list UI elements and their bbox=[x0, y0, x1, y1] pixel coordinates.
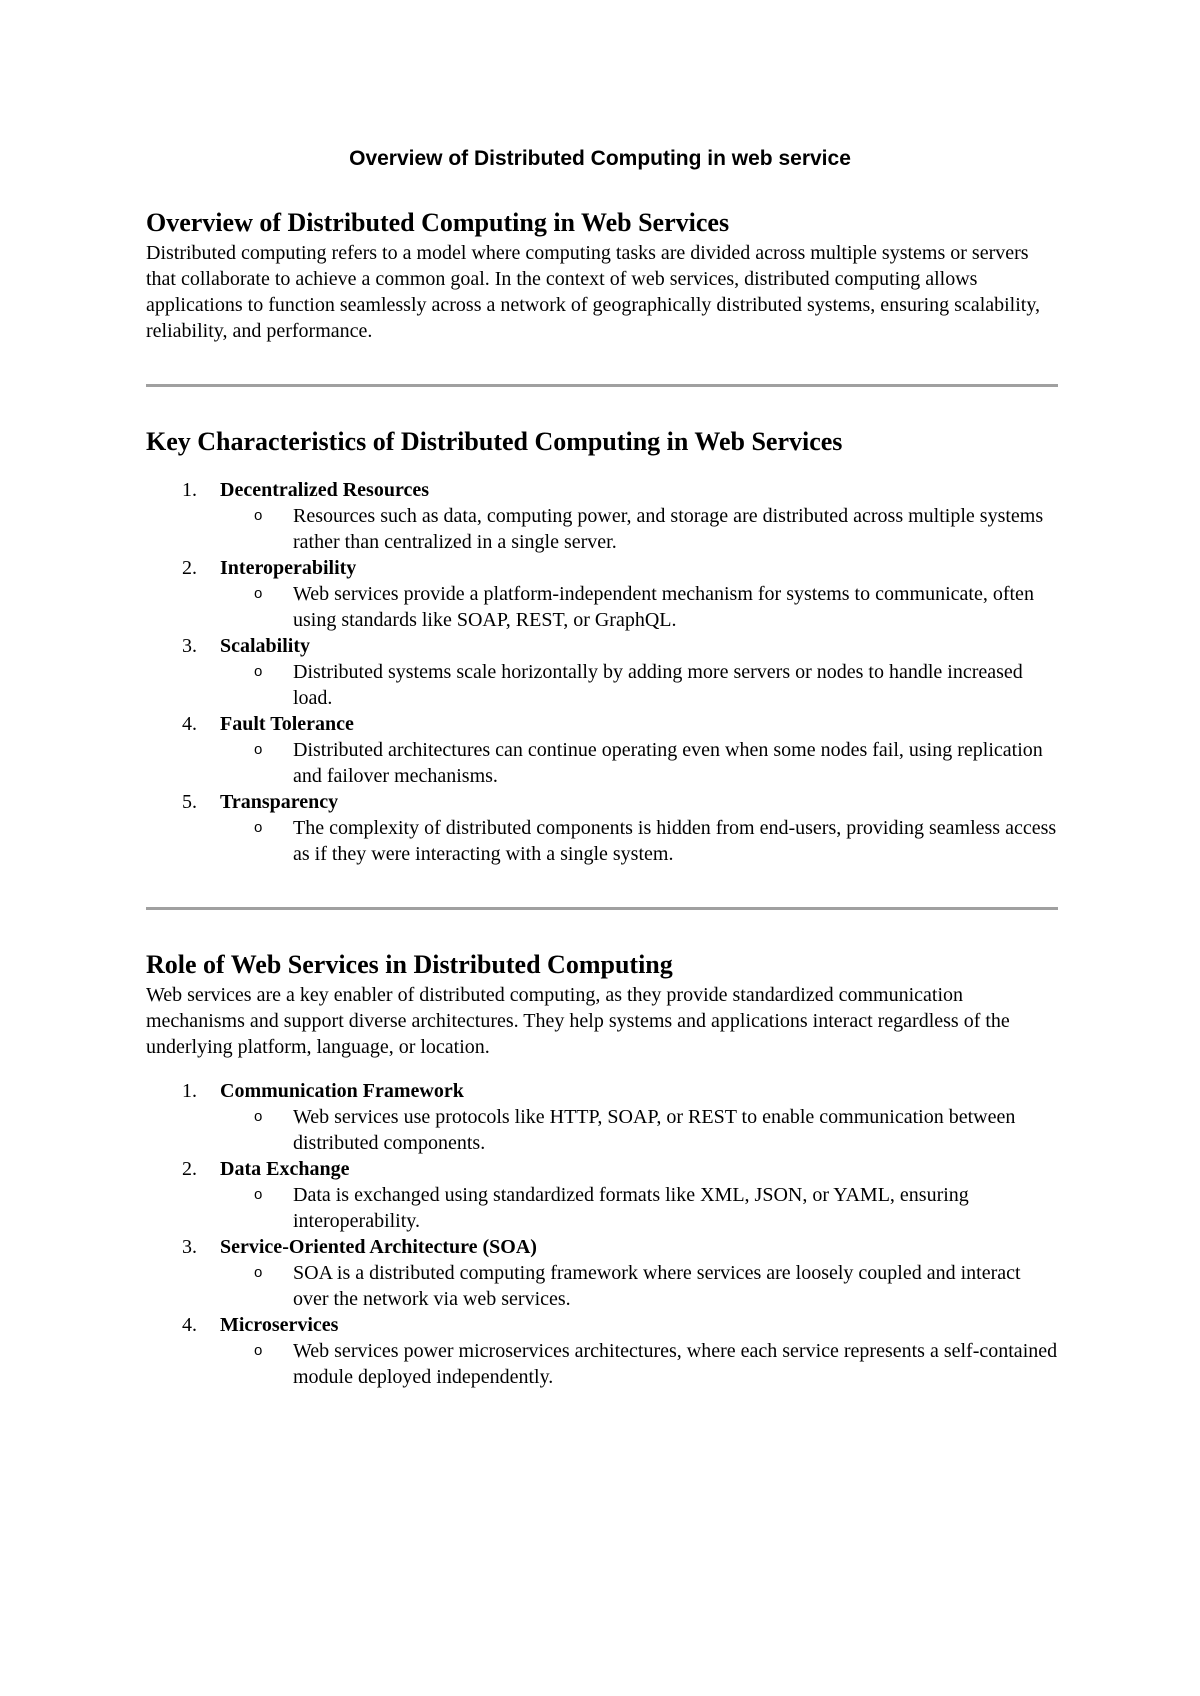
bullet-icon: o bbox=[254, 1186, 263, 1203]
bullet-icon: o bbox=[254, 507, 263, 524]
sub-list-item bbox=[220, 581, 1058, 633]
list-item-number: 3. bbox=[182, 635, 197, 657]
sub-list-item bbox=[220, 737, 1058, 789]
list-item bbox=[146, 1078, 1058, 1156]
bullet-icon: o bbox=[254, 819, 263, 836]
horizontal-rule-2 bbox=[146, 907, 1058, 910]
sub-list bbox=[220, 737, 1058, 789]
sub-list-item bbox=[220, 659, 1058, 711]
list-item bbox=[146, 1312, 1058, 1390]
list-item-title: Fault Tolerance bbox=[220, 713, 354, 735]
sub-list bbox=[220, 815, 1058, 867]
list-item-title: Transparency bbox=[220, 791, 339, 813]
sub-list-item-text: SOA is a distributed computing framework where services are loosely coupled and interact over the network via web services. bbox=[293, 1262, 1021, 1310]
list-item-title: Decentralized Resources bbox=[220, 479, 430, 501]
bullet-icon: o bbox=[254, 663, 263, 680]
list-item-number: 4. bbox=[182, 1314, 197, 1336]
horizontal-rule-1 bbox=[146, 384, 1058, 387]
section-characteristics-heading: Key Characteristics of Distributed Computing in Web Services bbox=[146, 427, 843, 456]
list-item-number: 1. bbox=[182, 479, 197, 501]
list-item-number: 2. bbox=[182, 557, 197, 579]
sub-list bbox=[220, 581, 1058, 633]
sub-list-item-text: The complexity of distributed components is hidden from end-users, providing seamless access as if they were interacting with a single system. bbox=[293, 817, 1057, 865]
section-overview-heading: Overview of Distributed Computing in Web Services bbox=[146, 208, 730, 237]
sub-list bbox=[220, 1338, 1058, 1390]
list-item-number: 4. bbox=[182, 713, 197, 735]
list-item-title: Scalability bbox=[220, 635, 311, 657]
list-item-number: 3. bbox=[182, 1236, 197, 1258]
list-item-title: Microservices bbox=[220, 1314, 339, 1336]
bullet-icon: o bbox=[254, 1264, 263, 1281]
sub-list-item bbox=[220, 503, 1058, 555]
bullet-icon: o bbox=[254, 585, 263, 602]
sub-list-item-text: Data is exchanged using standardized formats like XML, JSON, or YAML, ensuring interoperability. bbox=[293, 1184, 969, 1232]
sub-list-item bbox=[220, 1104, 1058, 1156]
section-role-heading: Role of Web Services in Distributed Computing bbox=[146, 950, 673, 979]
sub-list-item-text: Web services provide a platform-independent mechanism for systems to communicate, often using standards like SOAP, REST, or GraphQL. bbox=[293, 583, 1034, 631]
page-header-title: Overview of Distributed Computing in web service bbox=[349, 147, 851, 170]
list-item bbox=[146, 1156, 1058, 1234]
list-item-number: 1. bbox=[182, 1080, 197, 1102]
list-item bbox=[146, 711, 1058, 789]
characteristics-list bbox=[146, 477, 1058, 867]
list-item-title: Interoperability bbox=[220, 557, 357, 579]
list-item bbox=[146, 633, 1058, 711]
document-body bbox=[146, 206, 1058, 1390]
section-role-paragraph: Web services are a key enabler of distributed computing, as they provide standardized communication mechanisms and support diverse architectures. They help systems and applications interact regardless of the underlying platform, language, or location. bbox=[146, 984, 1010, 1058]
sub-list-item-text: Resources such as data, computing power, and storage are distributed across multiple systems rather than centralized in a single server. bbox=[293, 505, 1044, 553]
sub-list-item-text: Web services power microservices architectures, where each service represents a self-contained module deployed independently. bbox=[293, 1340, 1058, 1388]
sub-list-item-text: Web services use protocols like HTTP, SOAP, or REST to enable communication between distributed components. bbox=[293, 1106, 1016, 1154]
list-item-title: Communication Framework bbox=[220, 1080, 464, 1102]
sub-list-item-text: Distributed architectures can continue operating even when some nodes fail, using replication and failover mechanisms. bbox=[293, 739, 1043, 787]
sub-list bbox=[220, 503, 1058, 555]
list-item bbox=[146, 1234, 1058, 1312]
list-item bbox=[146, 477, 1058, 555]
bullet-icon: o bbox=[254, 1342, 263, 1359]
sub-list-item-text: Distributed systems scale horizontally by adding more servers or nodes to handle increased load. bbox=[293, 661, 1023, 709]
sub-list bbox=[220, 1104, 1058, 1156]
list-item-title: Service-Oriented Architecture (SOA) bbox=[220, 1236, 537, 1258]
sub-list bbox=[220, 659, 1058, 711]
list-item-number: 2. bbox=[182, 1158, 197, 1180]
list-item-number: 5. bbox=[182, 791, 197, 813]
sub-list-item bbox=[220, 815, 1058, 867]
bullet-icon: o bbox=[254, 1108, 263, 1125]
list-item bbox=[146, 555, 1058, 633]
list-item-title: Data Exchange bbox=[220, 1158, 350, 1180]
section-overview-paragraph: Distributed computing refers to a model where computing tasks are divided across multiple systems or servers that collaborate to achieve a common goal. In the context of web services, distributed computing allows applications to function seamlessly across a network of geographically distributed systems, ensuring scalability, reliability, and performance. bbox=[146, 242, 1041, 342]
role-list bbox=[146, 1078, 1058, 1390]
sub-list-item bbox=[220, 1338, 1058, 1390]
sub-list-item bbox=[220, 1260, 1058, 1312]
list-item bbox=[146, 789, 1058, 867]
sub-list bbox=[220, 1182, 1058, 1234]
sub-list bbox=[220, 1260, 1058, 1312]
sub-list-item bbox=[220, 1182, 1058, 1234]
bullet-icon: o bbox=[254, 741, 263, 758]
